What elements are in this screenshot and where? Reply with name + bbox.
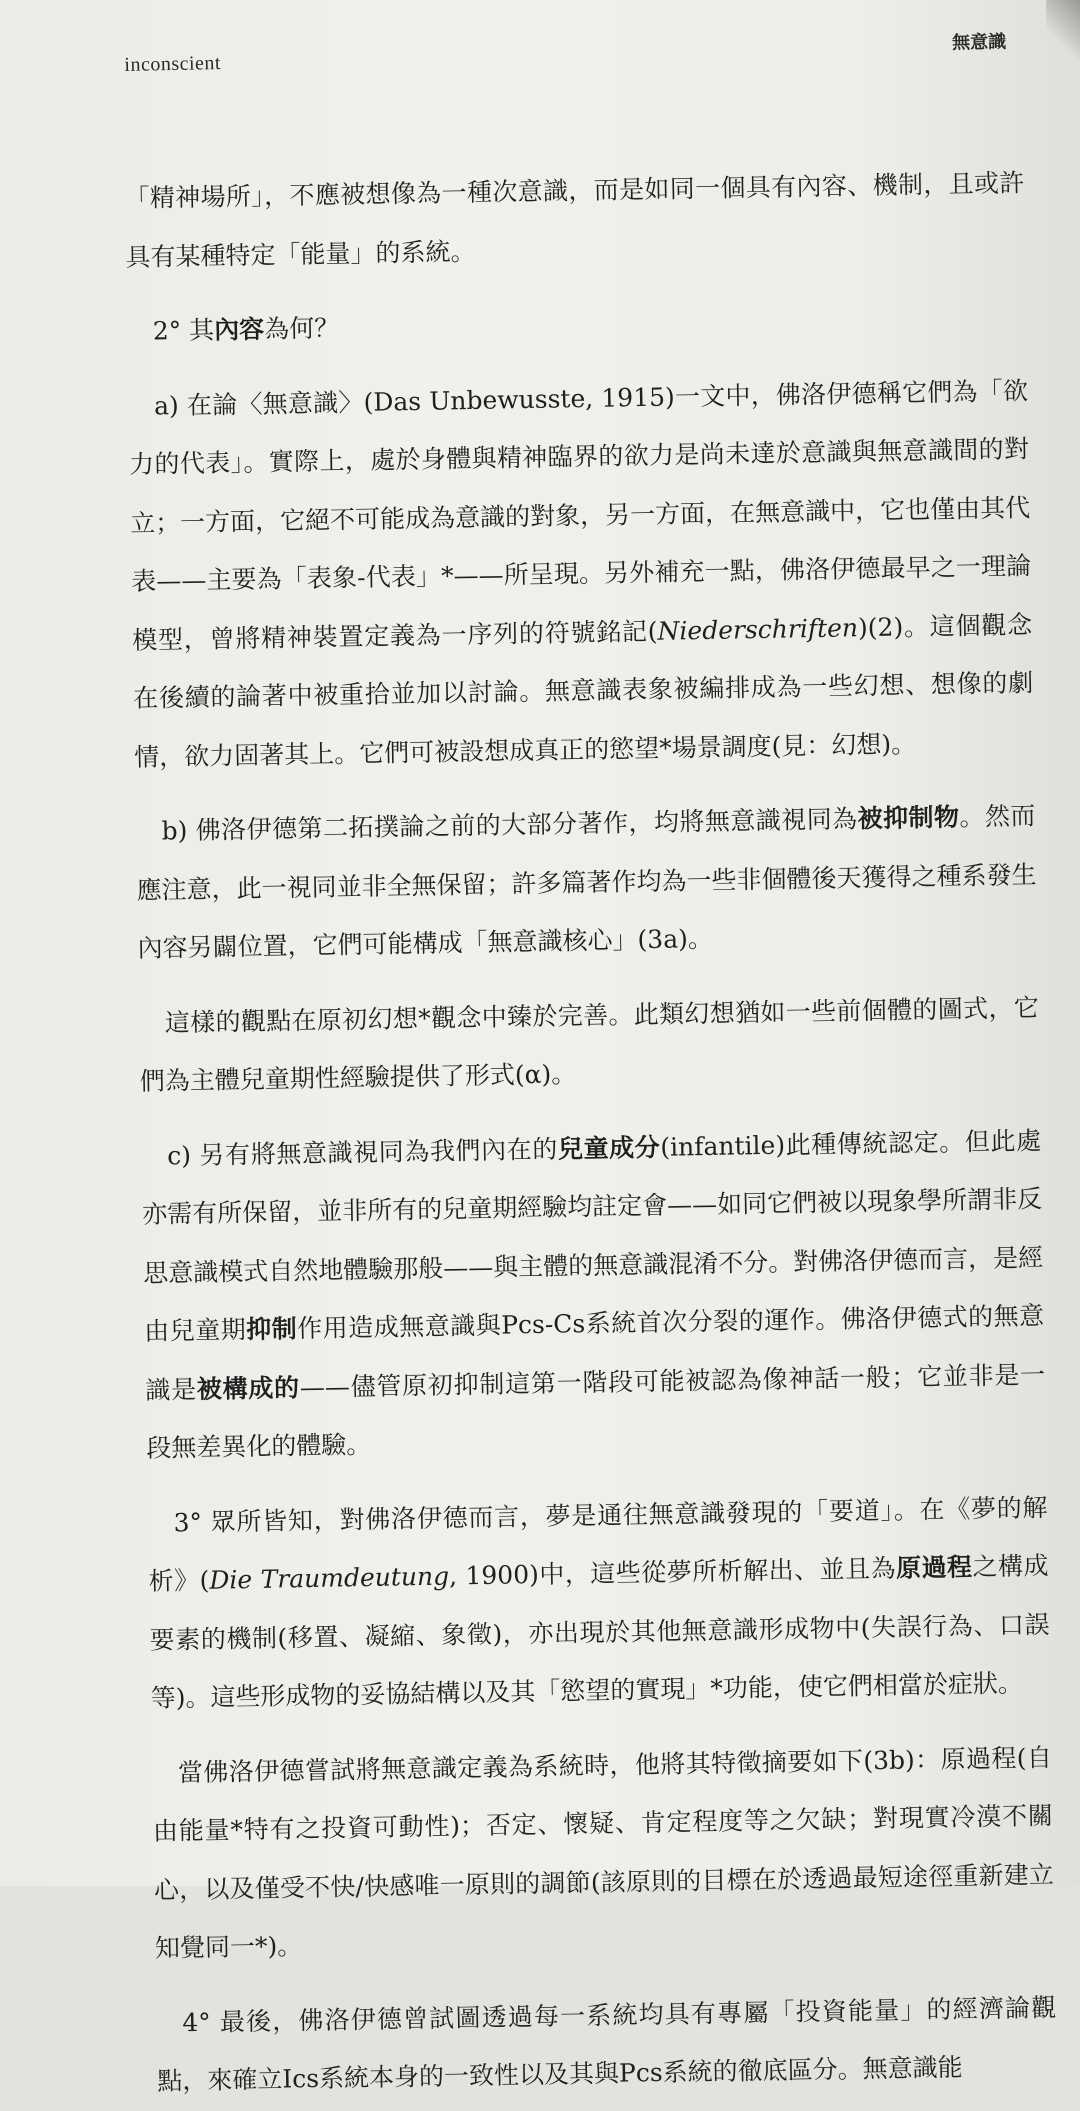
bold-term-infantile: 兒童成分	[557, 1132, 661, 1164]
paragraph-4	[156, 1979, 1058, 2111]
running-head-french: inconscient	[124, 51, 222, 76]
text-segment: 之構成要素的機制(移置、凝縮、象徵)，亦出現於其他無意識形成物中(失誤行為、口誤等)。這些形成物的妥協結構以及其「慾望的實現」*功能，使它們相當於症狀。	[149, 1551, 1050, 1713]
italic-term-niederschriften: Niederschriften	[657, 612, 859, 646]
bold-term-repressed: 被抑制物	[857, 802, 960, 834]
text-segment: (infantile)此種傳統認定。但此處亦需有所保留，並非所有的兒童期經驗均註定會——如同它們被以現象學所謂非反思意識模式自然地體驗那般——與主體的無意識混淆不分。對佛洛伊德而言，是經由兒童期	[141, 1125, 1044, 1346]
text-segment: 這樣的觀點在原初幻想*觀念中臻於完善。此類幻想猶如一些前個體的圖式，它們為主體兒童期性經驗提供了形式(α)。	[139, 992, 1040, 1096]
running-head-chinese: 無意識	[951, 31, 1007, 54]
bold-term-constituted: 被構成的	[196, 1372, 301, 1404]
text-segment: 「精神場所」，不應被想像為一種次意識，而是如同一個具有內容、機制，且或許具有某種特定「能量」的系統。	[124, 168, 1025, 272]
paragraph-3	[147, 1479, 1051, 1729]
text-segment: a) 在論〈無意識〉(Das Unbewusste, 1915)一文中，佛洛伊德稱它們為「欲力的代表」。實際上，處於身體與精神臨界的欲力是尚未達於意識與無意識間的對立；一方面，它絕不可能成為意識的對象，另一方面，在無意識中，它也僅由其代表——主要為「表象-代表」*——所呈現。另外補充一點，佛洛伊德最早之一理論模型，曾將精神裝置定義為一序列的符號銘記(	[128, 375, 1032, 655]
text-segment: 4° 最後，佛洛伊德曾試圖透過每一系統均具有專屬「投資能量」的經濟論觀點，來確立Ics系統本身的一致性以及其與Pcs系統的徹底區分。無意識能	[157, 1992, 1057, 2096]
paragraph-1	[124, 154, 1026, 287]
text-segment: 。然而應注意，此一視同並非全無保留；許多篇著作均為一些非個體後天獲得之種系發生內容另闢位置，它們可能構成「無意識核心」(3a)。	[136, 801, 1037, 963]
text-segment: , 1900)中，這些從夢所析解出、並且為	[448, 1553, 897, 1591]
running-header	[124, 27, 1031, 96]
text-segment: 2° 其	[152, 315, 215, 346]
paragraph-primal-fantasy	[138, 979, 1040, 1112]
body-text	[124, 154, 1058, 2111]
text-segment: 為何？	[263, 313, 340, 344]
text-segment: )(2)。這個觀念在後續的論著中被重拾並加以討論。無意識表象被編排成為一些幻想、想像的劇情，欲力固著其上。它們可被設想成真正的慾望*場景調度(見：幻想)。	[132, 609, 1034, 772]
bold-term-repression: 抑制	[246, 1314, 298, 1345]
paragraph-2c	[141, 1112, 1047, 1479]
paragraph-2a	[128, 362, 1035, 787]
text-segment: ——儘管原初抑制這第一階段可能被認為像神話一般；它並非是一段無差異化的體驗。	[146, 1359, 1046, 1463]
text-segment: 當佛洛伊德嘗試將無意識定義為系統時，他將其特徵摘要如下(3b)：原過程(自由能量*特有之投資可動性)；否定、懷疑、肯定程度等之欠缺；對現實冷漠不關心，以及僅受不快/快感唯一原則的調節(該原則的目標在於透過最短途徑重新建立知覺同一*)。	[152, 1742, 1055, 1963]
bold-term-primary-process: 原過程	[895, 1552, 973, 1583]
text-segment: b) 佛洛伊德第二拓撲論之前的大部分著作，均將無意識視同為	[161, 804, 858, 846]
text-segment: 3° 眾所皆知，對佛洛伊德而言，夢是通往無意識發現的「要道」。在《夢的解析》(	[148, 1492, 1048, 1596]
italic-title-traumdeutung: Die Traumdeutung	[209, 1561, 450, 1595]
bold-term-content: 內容	[213, 314, 265, 345]
paragraph-system-characteristics	[151, 1729, 1055, 1979]
text-segment: c) 另有將無意識視同為我們內在的	[166, 1134, 559, 1170]
paragraph-2-heading	[126, 287, 1027, 361]
text-segment: 作用造成無意識與Pcs-Cs系統首次分裂的運作。佛洛伊德式的無意識是	[145, 1301, 1045, 1405]
paragraph-2b	[135, 787, 1038, 978]
